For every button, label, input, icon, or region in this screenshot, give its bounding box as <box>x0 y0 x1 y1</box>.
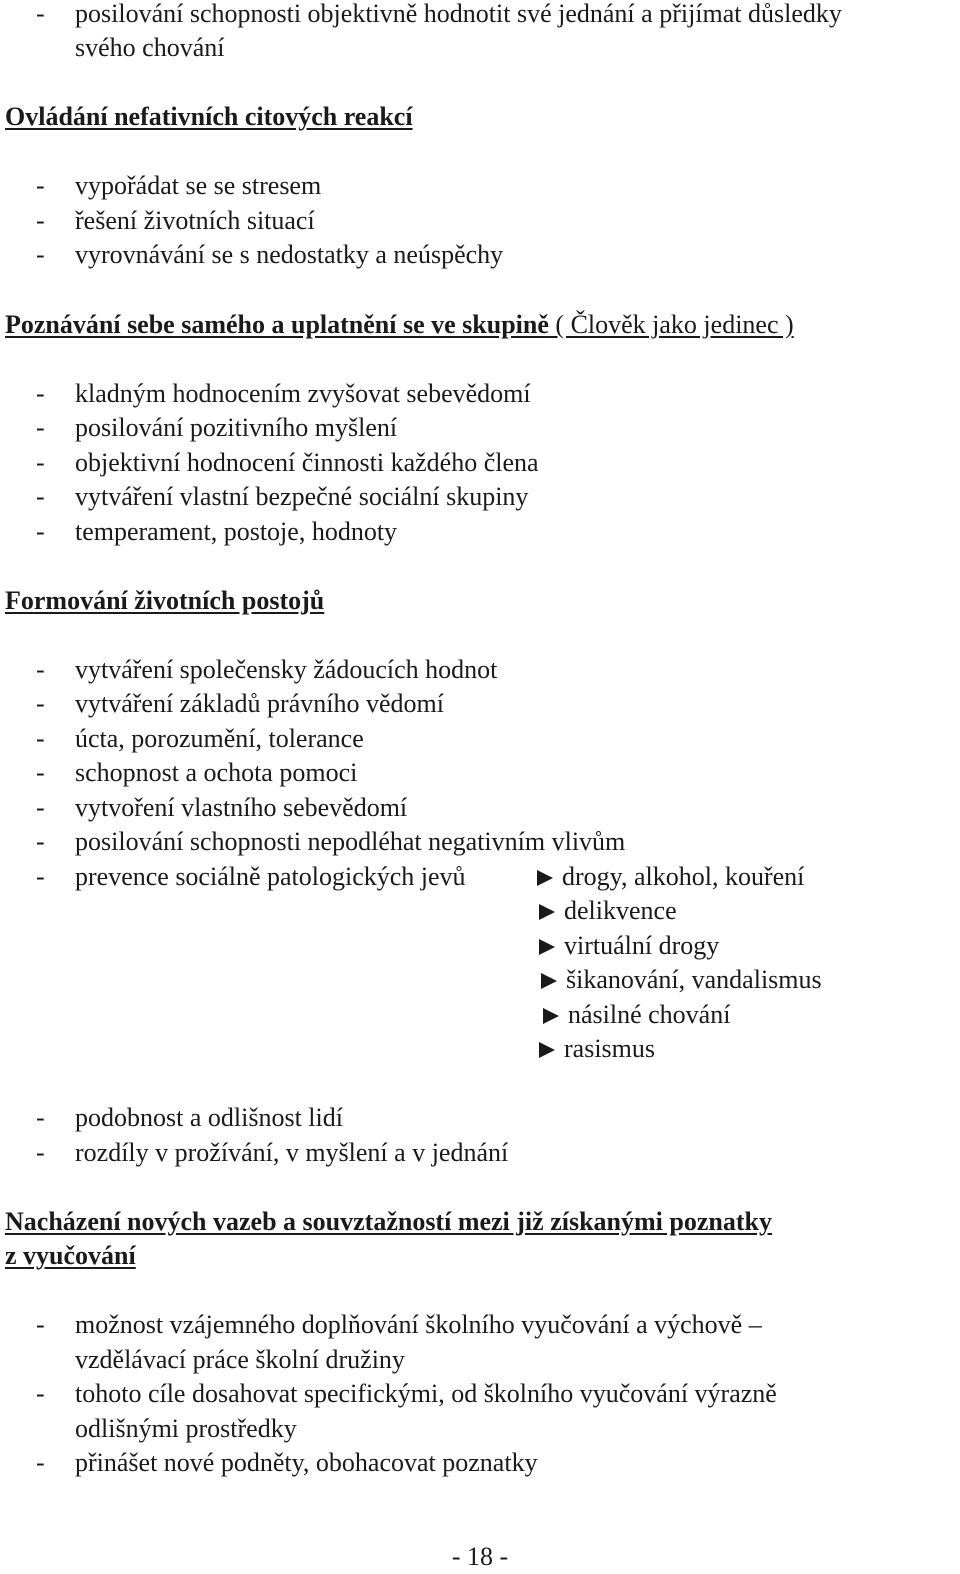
list-item-text: svého chování <box>75 33 225 62</box>
bullet-dash: - <box>36 1103 45 1132</box>
list-item-text: vyrovnávání se s nedostatky a neúspěchy <box>75 240 504 269</box>
arrow-subitem <box>539 1032 655 1066</box>
section-heading-continuation: z vyučování <box>5 1241 136 1270</box>
subitem-text: rasismus <box>564 1034 655 1063</box>
list-item-text: odlišnými prostředky <box>75 1414 297 1443</box>
section-heading: Ovládání nefativních citových reakcí <box>5 102 413 131</box>
arrow-subitem <box>543 998 730 1032</box>
bullet-dash: - <box>36 448 45 477</box>
section-heading-note: ( Člověk jako jedinec ) <box>548 310 794 339</box>
bullet-dash: - <box>36 206 45 235</box>
subitem-text: delikvence <box>564 896 677 925</box>
bullet-dash: - <box>36 482 45 511</box>
bullet-dash: - <box>36 171 45 200</box>
triangle-right-icon <box>537 870 553 886</box>
section-heading <box>5 308 794 342</box>
list-item-text: posilování pozitivního myšlení <box>75 413 398 442</box>
arrow-subitem <box>541 963 822 997</box>
list-item-text: vzdělávací práce školní družiny <box>75 1345 405 1374</box>
list-item-text: rozdíly v prožívání, v myšlení a v jednání <box>75 1138 509 1167</box>
list-item-text: podobnost a odlišnost lidí <box>75 1103 343 1132</box>
list-item-text: temperament, postoje, hodnoty <box>75 517 398 546</box>
list-item-text: tohoto cíle dosahovat specifickými, od školního vyučování výrazně <box>75 1379 777 1408</box>
bullet-dash: - <box>36 724 45 753</box>
bullet-dash: - <box>36 862 45 891</box>
bullet-dash: - <box>36 1379 45 1408</box>
page-number: - 18 - <box>451 1542 509 1571</box>
bullet-dash: - <box>36 758 45 787</box>
arrow-subitem <box>537 860 804 894</box>
bullet-dash: - <box>36 793 45 822</box>
triangle-right-icon <box>539 939 555 955</box>
triangle-right-icon <box>541 973 557 989</box>
bullet-dash: - <box>36 1138 45 1167</box>
list-item-text: vypořádat se se stresem <box>75 171 322 200</box>
list-item-text: vytváření společensky žádoucích hodnot <box>75 655 498 684</box>
list-item-text: vytváření vlastní bezpečné sociální skupiny <box>75 482 529 511</box>
list-item-text: řešení životních situací <box>75 206 315 235</box>
bullet-dash: - <box>36 517 45 546</box>
bullet-dash: - <box>36 0 45 28</box>
arrow-subitem <box>539 929 719 963</box>
list-item-text: úcta, porozumění, tolerance <box>75 724 364 753</box>
subitem-text: násilné chování <box>568 1000 731 1029</box>
list-item-text: kladným hodnocením zvyšovat sebevědomí <box>75 379 531 408</box>
bullet-dash: - <box>36 689 45 718</box>
list-item-text: možnost vzájemného doplňování školního vyučování a výchově – <box>75 1310 762 1339</box>
bullet-dash: - <box>36 379 45 408</box>
list-item-text: posilování schopnosti objektivně hodnotit své jednání a přijímat důsledky <box>75 0 842 28</box>
arrow-subitem <box>539 894 677 928</box>
bullet-dash: - <box>36 1448 45 1477</box>
list-item-text: vytvoření vlastního sebevědomí <box>75 793 408 822</box>
bullet-dash: - <box>36 413 45 442</box>
list-item-text: přinášet nové podněty, obohacovat poznatky <box>75 1448 538 1477</box>
bullet-dash: - <box>36 240 45 269</box>
bullet-dash: - <box>36 655 45 684</box>
section-heading-text: Poznávání sebe samého a uplatnění se ve skupině <box>5 310 549 339</box>
list-item-text: schopnost a ochota pomoci <box>75 758 358 787</box>
list-item-text: vytváření základů právního vědomí <box>75 689 444 718</box>
subitem-text: drogy, alkohol, kouření <box>562 862 805 891</box>
subitem-text: šikanování, vandalismus <box>566 965 822 994</box>
triangle-right-icon <box>539 1042 555 1058</box>
triangle-right-icon <box>539 904 555 920</box>
list-item-text: posilování schopnosti nepodléhat negativním vlivům <box>75 827 626 856</box>
subitem-text: virtuální drogy <box>564 931 720 960</box>
bullet-dash: - <box>36 827 45 856</box>
bullet-dash: - <box>36 1310 45 1339</box>
list-item-text: prevence sociálně patologických jevů <box>75 862 466 891</box>
section-heading: Nacházení nových vazeb a souvztažností mezi již získanými poznatky <box>5 1207 772 1236</box>
triangle-right-icon <box>543 1008 559 1024</box>
section-heading: Formování životních postojů <box>5 586 325 615</box>
list-item-text: objektivní hodnocení činnosti každého člena <box>75 448 539 477</box>
